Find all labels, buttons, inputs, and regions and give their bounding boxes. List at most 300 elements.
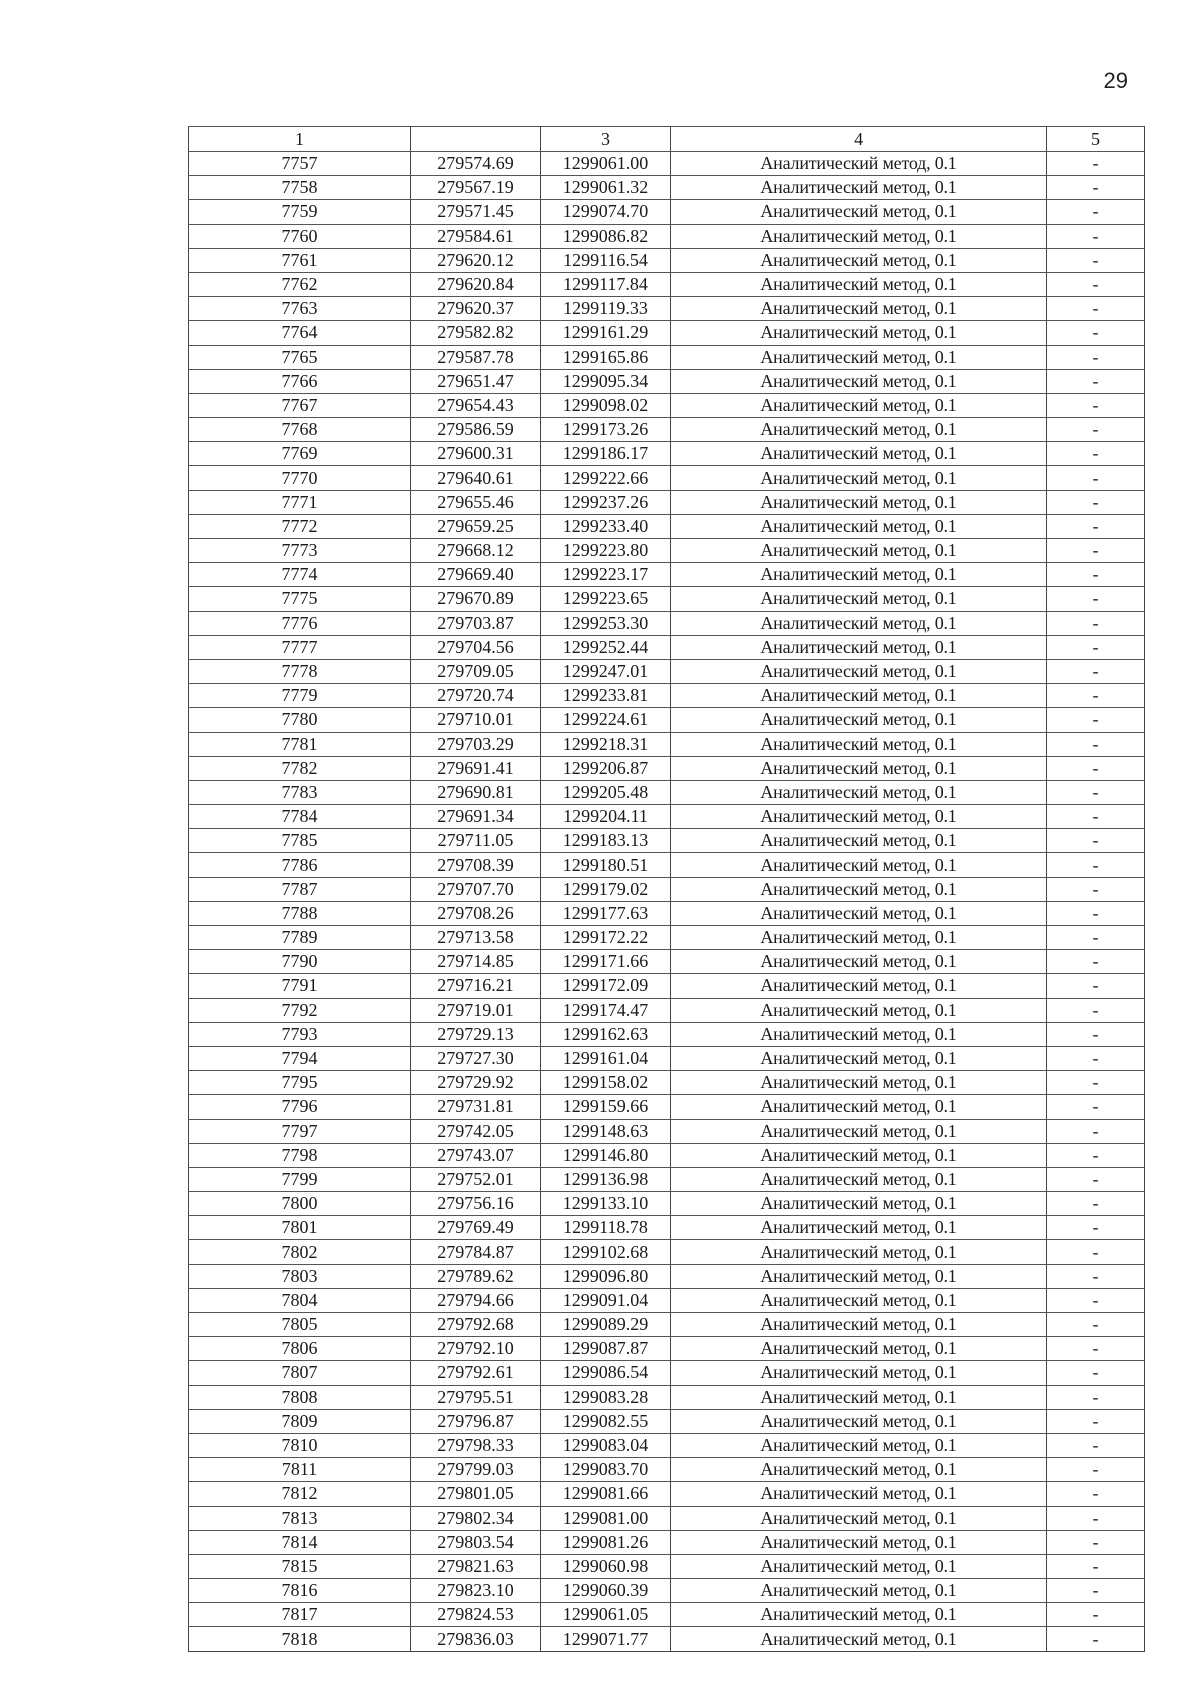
point-number: 7778 <box>189 659 411 683</box>
dash-cell: - <box>1047 1143 1145 1167</box>
coordinate-x: 279729.92 <box>411 1071 541 1095</box>
table-row <box>189 1433 1145 1457</box>
dash-cell: - <box>1047 1119 1145 1143</box>
coordinate-y: 1299091.04 <box>541 1288 671 1312</box>
method-cell: Аналитический метод, 0.1 <box>671 1579 1047 1603</box>
table-row <box>189 1216 1145 1240</box>
coordinate-y: 1299061.32 <box>541 176 671 200</box>
dash-cell: - <box>1047 829 1145 853</box>
coordinate-y: 1299116.54 <box>541 248 671 272</box>
table-row <box>189 974 1145 998</box>
point-number: 7815 <box>189 1554 411 1578</box>
coordinate-x: 279743.07 <box>411 1143 541 1167</box>
table-row <box>189 1167 1145 1191</box>
point-number: 7776 <box>189 611 411 635</box>
coordinate-x: 279708.39 <box>411 853 541 877</box>
coordinate-x: 279729.13 <box>411 1022 541 1046</box>
coordinate-y: 1299172.22 <box>541 926 671 950</box>
coordinate-y: 1299117.84 <box>541 272 671 296</box>
dash-cell: - <box>1047 1167 1145 1191</box>
coordinate-x: 279795.51 <box>411 1385 541 1409</box>
table-row <box>189 1530 1145 1554</box>
coordinate-y: 1299233.40 <box>541 514 671 538</box>
method-cell: Аналитический метод, 0.1 <box>671 684 1047 708</box>
coordinate-x: 279655.46 <box>411 490 541 514</box>
coordinate-x: 279752.01 <box>411 1167 541 1191</box>
table-row <box>189 1313 1145 1337</box>
point-number: 7784 <box>189 805 411 829</box>
point-number: 7767 <box>189 393 411 417</box>
dash-cell: - <box>1047 248 1145 272</box>
dash-cell: - <box>1047 901 1145 925</box>
point-number: 7763 <box>189 297 411 321</box>
method-cell: Аналитический метод, 0.1 <box>671 926 1047 950</box>
header-col-1: 1 <box>189 127 411 152</box>
coordinate-x: 279703.87 <box>411 611 541 635</box>
method-cell: Аналитический метод, 0.1 <box>671 974 1047 998</box>
dash-cell: - <box>1047 418 1145 442</box>
table-row <box>189 200 1145 224</box>
coordinate-x: 279742.05 <box>411 1119 541 1143</box>
table-row <box>189 563 1145 587</box>
dash-cell: - <box>1047 1095 1145 1119</box>
table-row <box>189 926 1145 950</box>
point-number: 7779 <box>189 684 411 708</box>
method-cell: Аналитический метод, 0.1 <box>671 780 1047 804</box>
point-number: 7770 <box>189 466 411 490</box>
coordinate-y: 1299224.61 <box>541 708 671 732</box>
dash-cell: - <box>1047 1361 1145 1385</box>
coordinate-y: 1299061.00 <box>541 152 671 176</box>
point-number: 7799 <box>189 1167 411 1191</box>
coordinate-y: 1299133.10 <box>541 1192 671 1216</box>
point-number: 7792 <box>189 998 411 1022</box>
point-number: 7794 <box>189 1046 411 1070</box>
coordinate-y: 1299082.55 <box>541 1409 671 1433</box>
coordinate-x: 279668.12 <box>411 539 541 563</box>
point-number: 7760 <box>189 224 411 248</box>
method-cell: Аналитический метод, 0.1 <box>671 1022 1047 1046</box>
coordinate-y: 1299223.80 <box>541 539 671 563</box>
coordinate-y: 1299081.00 <box>541 1506 671 1530</box>
coordinate-x: 279792.10 <box>411 1337 541 1361</box>
method-cell: Аналитический метод, 0.1 <box>671 1554 1047 1578</box>
coordinate-x: 279792.68 <box>411 1313 541 1337</box>
table-row <box>189 1337 1145 1361</box>
coordinate-x: 279719.01 <box>411 998 541 1022</box>
dash-cell: - <box>1047 345 1145 369</box>
dash-cell: - <box>1047 200 1145 224</box>
point-number: 7773 <box>189 539 411 563</box>
table-row <box>189 1627 1145 1651</box>
dash-cell: - <box>1047 272 1145 296</box>
method-cell: Аналитический метод, 0.1 <box>671 1385 1047 1409</box>
method-cell: Аналитический метод, 0.1 <box>671 1458 1047 1482</box>
point-number: 7771 <box>189 490 411 514</box>
coordinate-y: 1299161.04 <box>541 1046 671 1070</box>
coordinate-x: 279794.66 <box>411 1288 541 1312</box>
table-body <box>189 152 1145 1652</box>
coordinate-x: 279620.37 <box>411 297 541 321</box>
coordinate-y: 1299177.63 <box>541 901 671 925</box>
dash-cell: - <box>1047 1530 1145 1554</box>
point-number: 7796 <box>189 1095 411 1119</box>
coordinate-x: 279707.70 <box>411 877 541 901</box>
method-cell: Аналитический метод, 0.1 <box>671 1433 1047 1457</box>
table-row <box>189 1603 1145 1627</box>
method-cell: Аналитический метод, 0.1 <box>671 1143 1047 1167</box>
table-row <box>189 152 1145 176</box>
point-number: 7782 <box>189 756 411 780</box>
coordinate-x: 279789.62 <box>411 1264 541 1288</box>
table-row <box>189 829 1145 853</box>
dash-cell: - <box>1047 490 1145 514</box>
point-number: 7801 <box>189 1216 411 1240</box>
point-number: 7791 <box>189 974 411 998</box>
coordinate-x: 279798.33 <box>411 1433 541 1457</box>
coordinate-x: 279784.87 <box>411 1240 541 1264</box>
dash-cell: - <box>1047 659 1145 683</box>
page-number: 29 <box>1103 68 1128 93</box>
table-row <box>189 1458 1145 1482</box>
method-cell: Аналитический метод, 0.1 <box>671 1603 1047 1627</box>
coordinate-y: 1299171.66 <box>541 950 671 974</box>
dash-cell: - <box>1047 321 1145 345</box>
coordinate-y: 1299233.81 <box>541 684 671 708</box>
coordinate-y: 1299096.80 <box>541 1264 671 1288</box>
coordinate-x: 279836.03 <box>411 1627 541 1651</box>
point-number: 7786 <box>189 853 411 877</box>
coordinate-y: 1299095.34 <box>541 369 671 393</box>
method-cell: Аналитический метод, 0.1 <box>671 756 1047 780</box>
dash-cell: - <box>1047 1216 1145 1240</box>
coordinate-x: 279600.31 <box>411 442 541 466</box>
method-cell: Аналитический метод, 0.1 <box>671 998 1047 1022</box>
point-number: 7810 <box>189 1433 411 1457</box>
table-row <box>189 756 1145 780</box>
method-cell: Аналитический метод, 0.1 <box>671 345 1047 369</box>
method-cell: Аналитический метод, 0.1 <box>671 635 1047 659</box>
method-cell: Аналитический метод, 0.1 <box>671 418 1047 442</box>
point-number: 7762 <box>189 272 411 296</box>
coordinate-y: 1299071.77 <box>541 1627 671 1651</box>
point-number: 7814 <box>189 1530 411 1554</box>
coordinate-y: 1299223.65 <box>541 587 671 611</box>
dash-cell: - <box>1047 805 1145 829</box>
coordinate-x: 279690.81 <box>411 780 541 804</box>
dash-cell: - <box>1047 950 1145 974</box>
table-row <box>189 1119 1145 1143</box>
method-cell: Аналитический метод, 0.1 <box>671 877 1047 901</box>
coordinate-y: 1299086.82 <box>541 224 671 248</box>
dash-cell: - <box>1047 1603 1145 1627</box>
coordinate-x: 279620.84 <box>411 272 541 296</box>
table-row <box>189 539 1145 563</box>
point-number: 7774 <box>189 563 411 587</box>
table-row <box>189 321 1145 345</box>
dash-cell: - <box>1047 563 1145 587</box>
coordinate-x: 279691.34 <box>411 805 541 829</box>
coordinate-y: 1299162.63 <box>541 1022 671 1046</box>
method-cell: Аналитический метод, 0.1 <box>671 152 1047 176</box>
dash-cell: - <box>1047 1313 1145 1337</box>
point-number: 7781 <box>189 732 411 756</box>
point-number: 7765 <box>189 345 411 369</box>
table-row <box>189 297 1145 321</box>
table-row <box>189 1046 1145 1070</box>
table-row <box>189 176 1145 200</box>
method-cell: Аналитический метод, 0.1 <box>671 1409 1047 1433</box>
dash-cell: - <box>1047 224 1145 248</box>
coordinate-x: 279703.29 <box>411 732 541 756</box>
dash-cell: - <box>1047 369 1145 393</box>
coordinate-y: 1299146.80 <box>541 1143 671 1167</box>
method-cell: Аналитический метод, 0.1 <box>671 1337 1047 1361</box>
table-row <box>189 1143 1145 1167</box>
table-row <box>189 1361 1145 1385</box>
coordinate-y: 1299161.29 <box>541 321 671 345</box>
coordinate-x: 279802.34 <box>411 1506 541 1530</box>
dash-cell: - <box>1047 152 1145 176</box>
point-number: 7759 <box>189 200 411 224</box>
point-number: 7813 <box>189 1506 411 1530</box>
method-cell: Аналитический метод, 0.1 <box>671 176 1047 200</box>
table-row <box>189 587 1145 611</box>
method-cell: Аналитический метод, 0.1 <box>671 200 1047 224</box>
table-row <box>189 1579 1145 1603</box>
dash-cell: - <box>1047 1022 1145 1046</box>
dash-cell: - <box>1047 926 1145 950</box>
coordinate-y: 1299081.26 <box>541 1530 671 1554</box>
coordinate-x: 279792.61 <box>411 1361 541 1385</box>
dash-cell: - <box>1047 998 1145 1022</box>
method-cell: Аналитический метод, 0.1 <box>671 1530 1047 1554</box>
table-row <box>189 1264 1145 1288</box>
coordinate-x: 279799.03 <box>411 1458 541 1482</box>
point-number: 7757 <box>189 152 411 176</box>
table-row <box>189 1409 1145 1433</box>
method-cell: Аналитический метод, 0.1 <box>671 442 1047 466</box>
coordinate-y: 1299183.13 <box>541 829 671 853</box>
dash-cell: - <box>1047 611 1145 635</box>
dash-cell: - <box>1047 1433 1145 1457</box>
table-row <box>189 708 1145 732</box>
dash-cell: - <box>1047 732 1145 756</box>
dash-cell: - <box>1047 780 1145 804</box>
coordinate-y: 1299060.39 <box>541 1579 671 1603</box>
method-cell: Аналитический метод, 0.1 <box>671 950 1047 974</box>
coordinate-x: 279714.85 <box>411 950 541 974</box>
coordinate-y: 1299223.17 <box>541 563 671 587</box>
table-row <box>189 853 1145 877</box>
method-cell: Аналитический метод, 0.1 <box>671 659 1047 683</box>
table-row <box>189 1071 1145 1095</box>
coordinate-x: 279659.25 <box>411 514 541 538</box>
table-row <box>189 248 1145 272</box>
coordinate-x: 279713.58 <box>411 926 541 950</box>
coordinate-y: 1299247.01 <box>541 659 671 683</box>
table-row <box>189 1482 1145 1506</box>
coordinate-x: 279716.21 <box>411 974 541 998</box>
point-number: 7769 <box>189 442 411 466</box>
point-number: 7817 <box>189 1603 411 1627</box>
table-header-row <box>189 127 1145 152</box>
coordinate-x: 279571.45 <box>411 200 541 224</box>
coordinate-y: 1299222.66 <box>541 466 671 490</box>
dash-cell: - <box>1047 466 1145 490</box>
table-row <box>189 1385 1145 1409</box>
table-row <box>189 1022 1145 1046</box>
coordinate-y: 1299206.87 <box>541 756 671 780</box>
table-row <box>189 635 1145 659</box>
point-number: 7790 <box>189 950 411 974</box>
table-row <box>189 369 1145 393</box>
method-cell: Аналитический метод, 0.1 <box>671 297 1047 321</box>
method-cell: Аналитический метод, 0.1 <box>671 1482 1047 1506</box>
coordinate-y: 1299086.54 <box>541 1361 671 1385</box>
dash-cell: - <box>1047 756 1145 780</box>
coordinate-y: 1299098.02 <box>541 393 671 417</box>
coordinates-table <box>188 126 1145 1652</box>
dash-cell: - <box>1047 442 1145 466</box>
point-number: 7758 <box>189 176 411 200</box>
coordinate-y: 1299165.86 <box>541 345 671 369</box>
method-cell: Аналитический метод, 0.1 <box>671 1288 1047 1312</box>
method-cell: Аналитический метод, 0.1 <box>671 1167 1047 1191</box>
point-number: 7805 <box>189 1313 411 1337</box>
coordinate-x: 279720.74 <box>411 684 541 708</box>
method-cell: Аналитический метод, 0.1 <box>671 1506 1047 1530</box>
table-row <box>189 272 1145 296</box>
point-number: 7775 <box>189 587 411 611</box>
dash-cell: - <box>1047 1288 1145 1312</box>
header-col-2 <box>411 127 541 152</box>
coordinate-x: 279574.69 <box>411 152 541 176</box>
table-row <box>189 901 1145 925</box>
coordinate-y: 1299119.33 <box>541 297 671 321</box>
coordinate-y: 1299074.70 <box>541 200 671 224</box>
point-number: 7798 <box>189 1143 411 1167</box>
coordinate-y: 1299087.87 <box>541 1337 671 1361</box>
table-row <box>189 1288 1145 1312</box>
point-number: 7772 <box>189 514 411 538</box>
method-cell: Аналитический метод, 0.1 <box>671 1095 1047 1119</box>
method-cell: Аналитический метод, 0.1 <box>671 490 1047 514</box>
coordinate-x: 279711.05 <box>411 829 541 853</box>
coordinate-y: 1299061.05 <box>541 1603 671 1627</box>
dash-cell: - <box>1047 514 1145 538</box>
method-cell: Аналитический метод, 0.1 <box>671 514 1047 538</box>
coordinate-y: 1299172.09 <box>541 974 671 998</box>
method-cell: Аналитический метод, 0.1 <box>671 1216 1047 1240</box>
coordinate-x: 279586.59 <box>411 418 541 442</box>
table-row <box>189 466 1145 490</box>
coordinate-y: 1299179.02 <box>541 877 671 901</box>
dash-cell: - <box>1047 1409 1145 1433</box>
method-cell: Аналитический метод, 0.1 <box>671 708 1047 732</box>
point-number: 7816 <box>189 1579 411 1603</box>
method-cell: Аналитический метод, 0.1 <box>671 1361 1047 1385</box>
coordinate-x: 279567.19 <box>411 176 541 200</box>
method-cell: Аналитический метод, 0.1 <box>671 369 1047 393</box>
coordinate-y: 1299083.28 <box>541 1385 671 1409</box>
table-row <box>189 611 1145 635</box>
dash-cell: - <box>1047 176 1145 200</box>
coordinate-y: 1299083.04 <box>541 1433 671 1457</box>
coordinate-y: 1299237.26 <box>541 490 671 514</box>
coordinate-y: 1299204.11 <box>541 805 671 829</box>
coordinate-x: 279670.89 <box>411 587 541 611</box>
table-row <box>189 732 1145 756</box>
table-row <box>189 418 1145 442</box>
method-cell: Аналитический метод, 0.1 <box>671 805 1047 829</box>
dash-cell: - <box>1047 1482 1145 1506</box>
point-number: 7789 <box>189 926 411 950</box>
point-number: 7793 <box>189 1022 411 1046</box>
point-number: 7768 <box>189 418 411 442</box>
method-cell: Аналитический метод, 0.1 <box>671 853 1047 877</box>
point-number: 7788 <box>189 901 411 925</box>
dash-cell: - <box>1047 539 1145 563</box>
point-number: 7807 <box>189 1361 411 1385</box>
point-number: 7783 <box>189 780 411 804</box>
method-cell: Аналитический метод, 0.1 <box>671 1046 1047 1070</box>
coordinate-x: 279801.05 <box>411 1482 541 1506</box>
coordinate-y: 1299252.44 <box>541 635 671 659</box>
point-number: 7804 <box>189 1288 411 1312</box>
point-number: 7764 <box>189 321 411 345</box>
table-row <box>189 877 1145 901</box>
coordinate-x: 279620.12 <box>411 248 541 272</box>
coordinate-y: 1299253.30 <box>541 611 671 635</box>
table-row <box>189 684 1145 708</box>
coordinate-x: 279709.05 <box>411 659 541 683</box>
table-row <box>189 442 1145 466</box>
point-number: 7818 <box>189 1627 411 1651</box>
dash-cell: - <box>1047 297 1145 321</box>
coordinate-x: 279821.63 <box>411 1554 541 1578</box>
coordinate-x: 279582.82 <box>411 321 541 345</box>
header-col-3: 3 <box>541 127 671 152</box>
table-row <box>189 224 1145 248</box>
coordinate-y: 1299205.48 <box>541 780 671 804</box>
method-cell: Аналитический метод, 0.1 <box>671 732 1047 756</box>
method-cell: Аналитический метод, 0.1 <box>671 1264 1047 1288</box>
coordinate-y: 1299218.31 <box>541 732 671 756</box>
method-cell: Аналитический метод, 0.1 <box>671 587 1047 611</box>
point-number: 7780 <box>189 708 411 732</box>
method-cell: Аналитический метод, 0.1 <box>671 563 1047 587</box>
coordinate-x: 279803.54 <box>411 1530 541 1554</box>
method-cell: Аналитический метод, 0.1 <box>671 224 1047 248</box>
table-row <box>189 514 1145 538</box>
dash-cell: - <box>1047 587 1145 611</box>
point-number: 7802 <box>189 1240 411 1264</box>
coordinate-y: 1299136.98 <box>541 1167 671 1191</box>
table-row <box>189 1554 1145 1578</box>
coordinate-x: 279654.43 <box>411 393 541 417</box>
table-row <box>189 805 1145 829</box>
coordinate-x: 279708.26 <box>411 901 541 925</box>
point-number: 7809 <box>189 1409 411 1433</box>
table-row <box>189 393 1145 417</box>
dash-cell: - <box>1047 1240 1145 1264</box>
table-row <box>189 998 1145 1022</box>
coordinate-x: 279823.10 <box>411 1579 541 1603</box>
coordinate-y: 1299173.26 <box>541 418 671 442</box>
dash-cell: - <box>1047 393 1145 417</box>
table-row <box>189 950 1145 974</box>
